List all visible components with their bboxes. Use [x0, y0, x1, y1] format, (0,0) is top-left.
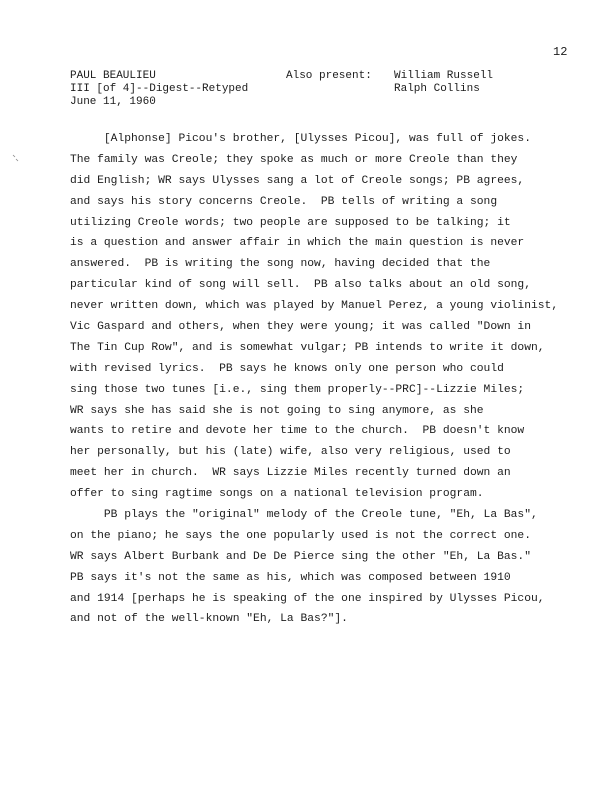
interview-date: June 11, 1960 — [70, 96, 156, 108]
text-line: answered. PB is writing the song now, having decided that the — [70, 258, 491, 271]
header-interviewee-block — [70, 70, 248, 109]
text-line: WR says she has said she is not going to sing anymore, as she — [70, 404, 484, 417]
text-line: and says his story concerns Creole. PB tells of writing a song — [70, 195, 498, 208]
text-line: WR says Albert Burbank and De De Pierce sing the other "Eh, La Bas." — [70, 550, 531, 563]
digest-body — [70, 129, 610, 630]
text-line: wants to retire and devote her time to the church. PB doesn't know — [70, 425, 525, 438]
text-line: offer to sing ragtime songs on a national television program. — [70, 488, 484, 501]
text-line: The Tin Cup Row", and is somewhat vulgar; PB intends to write it down, — [70, 341, 545, 354]
also-present-names — [394, 70, 493, 96]
stray-ink-mark — [12, 154, 20, 162]
text-line: her personally, but his (late) wife, also very religious, used to — [70, 446, 511, 459]
interviewee-name: PAUL BEAULIEU — [70, 70, 156, 82]
text-line: sing those two tunes [i.e., sing them properly--PRC]--Lizzie Miles; — [70, 383, 525, 396]
paragraph-1 — [70, 129, 610, 505]
present-name: William Russell — [394, 70, 494, 82]
text-line: PB says it's not the same as his, which was composed between 1910 — [70, 571, 511, 584]
reel-description: III [of 4]--Digest--Retyped — [70, 83, 249, 95]
text-line: and 1914 [perhaps he is speaking of the one inspired by Ulysses Picou, — [70, 592, 545, 605]
text-line: and not of the well-known "Eh, La Bas?"]. — [70, 613, 348, 626]
text-line: Vic Gaspard and others, when they were young; it was called "Down in — [70, 321, 531, 334]
text-line: particular kind of song will sell. PB also talks about an old song, — [70, 279, 531, 292]
page-number: 12 — [553, 45, 568, 59]
text-line: is a question and answer affair in which the main question is never — [70, 237, 525, 250]
text-line: with revised lyrics. PB says he knows only one person who could — [70, 362, 504, 375]
text-line: never written down, which was played by Manuel Perez, a young violinist, — [70, 300, 559, 313]
text-line: utilizing Creole words; two people are supposed to be talking; it — [70, 216, 511, 229]
text-line: did English; WR says Ulysses sang a lot of Creole songs; PB agrees, — [70, 174, 525, 187]
text-line: The family was Creole; they spoke as much or more Creole than they — [70, 153, 518, 166]
present-name: Ralph Collins — [394, 83, 480, 95]
text-line: meet her in church. WR says Lizzie Miles recently turned down an — [70, 467, 511, 480]
paragraph-2 — [70, 505, 610, 630]
text-line: on the piano; he says the one popularly used is not the correct one. — [70, 529, 531, 542]
also-present-label: Also present: — [286, 70, 372, 82]
text-line: PB plays the "original" melody of the Creole tune, "Eh, La Bas", — [70, 509, 538, 522]
text-line: [Alphonse] Picou's brother, [Ulysses Picou], was full of jokes. — [70, 133, 531, 145]
